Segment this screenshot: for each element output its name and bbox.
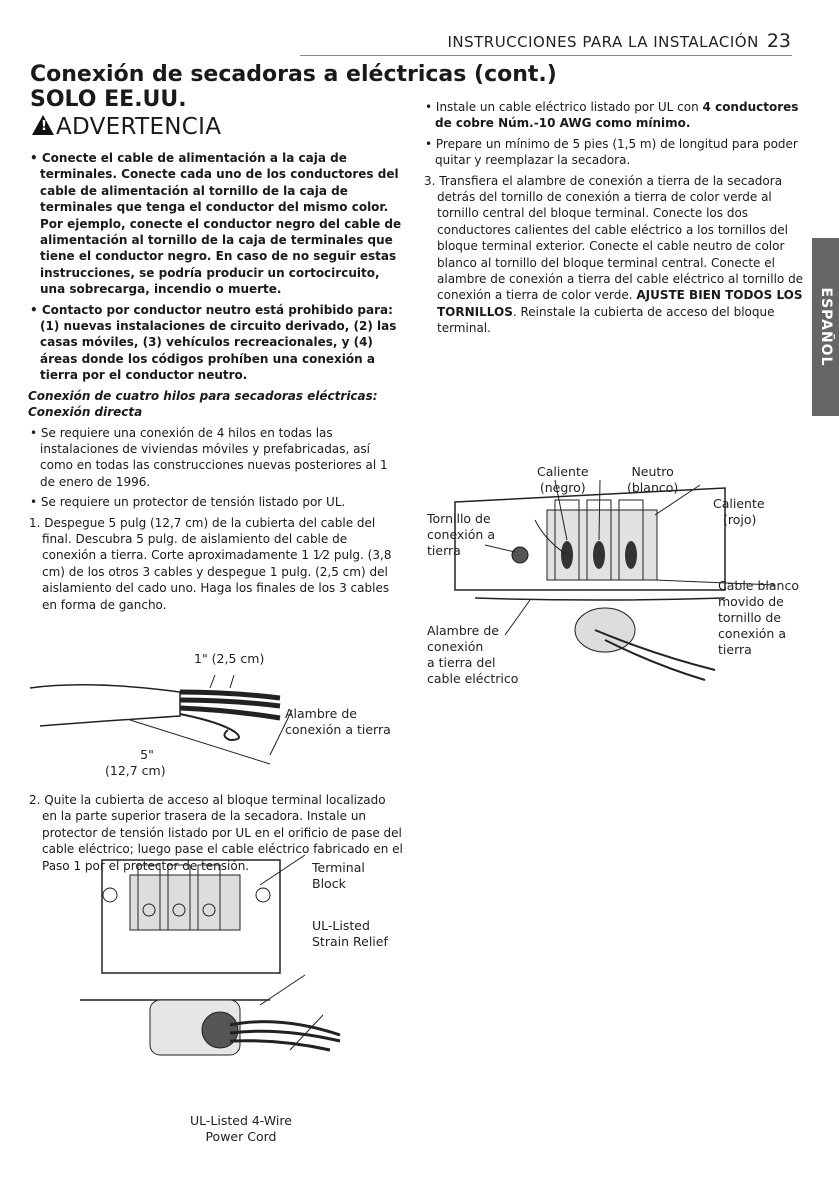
running-header — [447, 30, 791, 52]
dim-long-label: 5" — [140, 747, 154, 762]
step-2: 2. Quite la cubierta de acceso al bloque terminal localizado en la parte superior trasera de la secadora. Instale un protector de tensión listado por UL en el orificio de pase del cable eléctrico; luego pase el cable eléctrico fabricado en el Paso 1 por el protector de tensión. — [29, 793, 403, 873]
hot-black-label: Caliente (negro) — [537, 464, 589, 495]
power-cord-label: UL-Listed 4-Wire Power Cord — [190, 1113, 292, 1144]
warning-bullet-2: • Contacto por conductor neutro está prohibido para: (1) nuevas instalaciones de circuito derivado, (2) las casas móviles, (3) vehículos recreacionales, y (4) áreas donde los códigos prohíben una conexión a tierra por el conductor neutro. — [30, 302, 397, 383]
warning-triangle-icon: ! — [32, 115, 54, 135]
page-number: 23 — [766, 30, 791, 52]
hot-red-label: Caliente (rojo) — [713, 496, 765, 527]
neutral-label: Neutro (blanco) — [627, 464, 679, 495]
dim-short-label: 1" (2,5 cm) — [194, 651, 265, 666]
page-title-line2: SOLO EE.UU. — [30, 87, 187, 112]
section-bullet-2: • Se requiere un protector de tensión listado por UL. — [30, 495, 346, 510]
dim-long-cm-label: (12,7 cm) — [105, 763, 166, 778]
step-3: 3. Transfiera el alambre de conexión a tierra de la secadora detrás del tornillo de conexión a tierra de color verde al tornillo central del bloque terminal. Conecte los dos conductores calientes del cable eléctrico a los tornillos del bloque terminal exterior. Conecte el cable neutro de color blanco al tornillo del bloque terminal central. Conecte el alambre de conexión a tierra del cable eléctrico al tornillo de conexión a tierra de color verde. AJUSTE BIEN TODOS LOS TORNILLOS. Reinstale la cubierta de acceso del bloque terminal. — [424, 173, 804, 336]
section-heading: Conexión de cuatro hilos para secadoras eléctricas: Conexión directa — [28, 388, 378, 420]
ground-wire-label: Alambre de conexión a tierra — [285, 706, 391, 737]
terminal-block-label: Terminal Block — [312, 860, 365, 891]
warning-bullet-1: • Conecte el cable de alimentación a la caja de terminales. Conecte cada uno de los conductores del cable de alimentación al tornillo de la caja de terminales que tenga el conductor del mismo color. Por ejemplo, conecte el conductor negro del cable de alimentación al tornillo de la caja de terminales que tiene el conductor negro. En caso de no seguir estas instrucciones, se podría producir un cortocircuito, una sobrecarga, incendio o muerte. — [30, 151, 402, 297]
header-rule — [300, 55, 792, 56]
strain-relief-label: UL-Listed Strain Relief — [312, 918, 388, 949]
right-bullet-1: • Instale un cable eléctrico listado por UL con 4 conductores de cobre Núm.-10 AWG como mínimo. — [425, 100, 799, 131]
warning-heading — [32, 114, 221, 140]
ground-screw-label: Tornillo de conexión a tierra — [427, 511, 495, 558]
language-tab — [812, 238, 839, 416]
white-wire-label: Cable blanco movido de tornillo de conexión a tierra — [718, 578, 799, 657]
section-bullet-1: • Se requiere una conexión de 4 hilos en todas las instalaciones de viviendas móviles y prefabricadas, así como en todas las construcciones nuevas posteriores al 1 de enero de 1996. — [30, 425, 388, 489]
right-bullet-2: • Prepare un mínimo de 5 pies (1,5 m) de longitud para poder quitar y reemplazar la secadora. — [425, 136, 798, 168]
right-column — [423, 99, 805, 341]
running-title: INSTRUCCIONES PARA LA INSTALACIÓN — [447, 33, 759, 51]
language-tab-label: ESPAÑOL — [817, 287, 834, 367]
step-1: 1. Despegue 5 pulg (12,7 cm) de la cubierta del cable del final. Descubra 5 pulg. de aislamiento del cable de conexión a tierra. Corte aproximadamente 1 1⁄2 pulg. (3,8 cm) de los otros 3 cables y despegue 1 pulg. (2,5 cm) del aislamiento del cado uno. Haga los finales de los 3 cables en forma de gancho. — [29, 515, 392, 612]
cord-ground-label: Alambre de conexión a tierra del cable eléctrico — [427, 623, 519, 686]
warning-heading-text: ADVERTENCIA — [56, 114, 222, 140]
left-column — [28, 150, 403, 617]
page-title-line1: Conexión de secadoras a eléctricas (cont.) — [30, 62, 557, 87]
